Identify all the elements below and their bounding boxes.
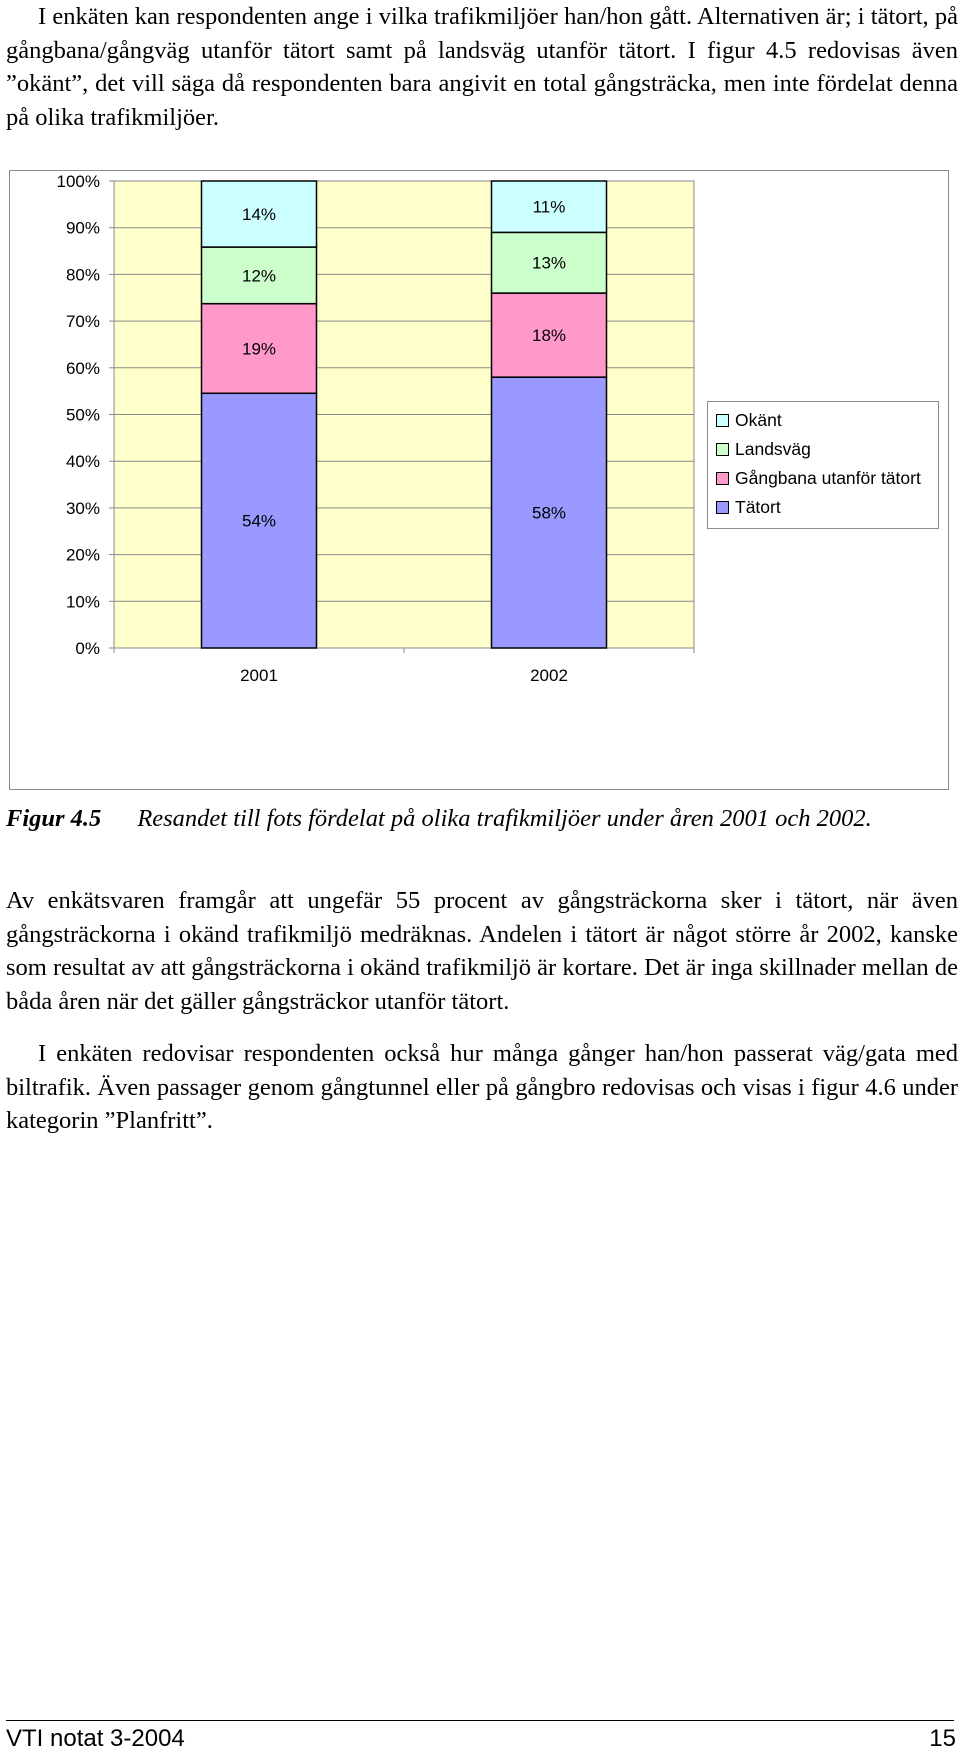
legend-item [716,408,782,432]
data-label: 13% [531,253,567,273]
crossings-paragraph: I enkäten redovisar respondenten också hur många gånger han/hon passerat väg/gata med biltrafik. Även passager genom gångtunnel eller på gångbro redovisas och visas i figur 4.6 under kategorin ”Planfritt”. [6,1040,958,1134]
y-tick-label: 20% [65,545,100,565]
chart-legend [707,401,939,529]
data-label: 19% [241,339,277,359]
data-label: 12% [241,266,277,286]
data-label: 14% [241,205,277,225]
data-label: 18% [531,326,567,346]
legend-swatch [716,501,729,514]
intro-paragraph: I enkäten kan respondenten ange i vilka trafikmiljöer han/hon gått. Alternativen är; i tätort, på gångbana/gångväg utanför tätort samt på landsväg utanför tätort. I figur 4.5 redovisas även ”okänt”, det vill säga då respondenten bara angivit en total gångsträcka, men inte fördelat denna på olika trafikmiljöer. [6,3,958,131]
y-tick-label: 10% [65,592,100,612]
data-label: 54% [241,511,277,531]
data-label: 11% [532,197,566,217]
y-tick-label: 100% [56,172,100,191]
x-tick-label: 2001 [240,666,278,685]
footer-page-number: 15 [929,1725,956,1752]
legend-label: Landsväg [735,438,811,459]
legend-label: Okänt [735,409,782,430]
legend-swatch [716,472,729,485]
legend-item [716,495,781,519]
data-label: 58% [531,503,567,523]
legend-item [716,437,811,461]
caption-text: Resandet till fots fördelat på olika trafikmiljöer under åren 2001 och 2002. [137,805,872,832]
legend-label: Gångbana utanför tätort [735,467,921,488]
footer-report-id: VTI notat 3-2004 [6,1725,185,1752]
legend-swatch [716,443,729,456]
x-tick-label: 2002 [530,666,568,685]
y-tick-label: 60% [65,358,100,378]
legend-swatch [716,414,729,427]
y-tick-label: 80% [65,265,100,285]
y-tick-label: 70% [65,312,100,332]
chart-frame [9,170,949,790]
legend-item [716,466,921,490]
footer-rule [6,1720,954,1721]
legend-label: Tätort [735,496,781,517]
y-tick-label: 40% [65,452,100,472]
figure-caption [6,802,958,836]
caption-number: Figur 4.5 [6,805,102,832]
y-tick-label: 90% [65,218,100,238]
y-tick-label: 50% [65,405,100,425]
y-tick-label: 30% [65,498,100,518]
y-tick-label: 0% [75,639,100,658]
analysis-paragraph: Av enkätsvaren framgår att ungefär 55 procent av gångsträckorna sker i tätort, när även gångsträckorna i okänd trafikmiljö medräknas. Andelen i tätort är något större år 2002, kanske som resultat av att gångsträckorna i okänd trafikmiljö är kortare. Det är inga skillnader mellan de båda åren när det gäller gångsträckor utanför tätort. [6,887,958,1015]
